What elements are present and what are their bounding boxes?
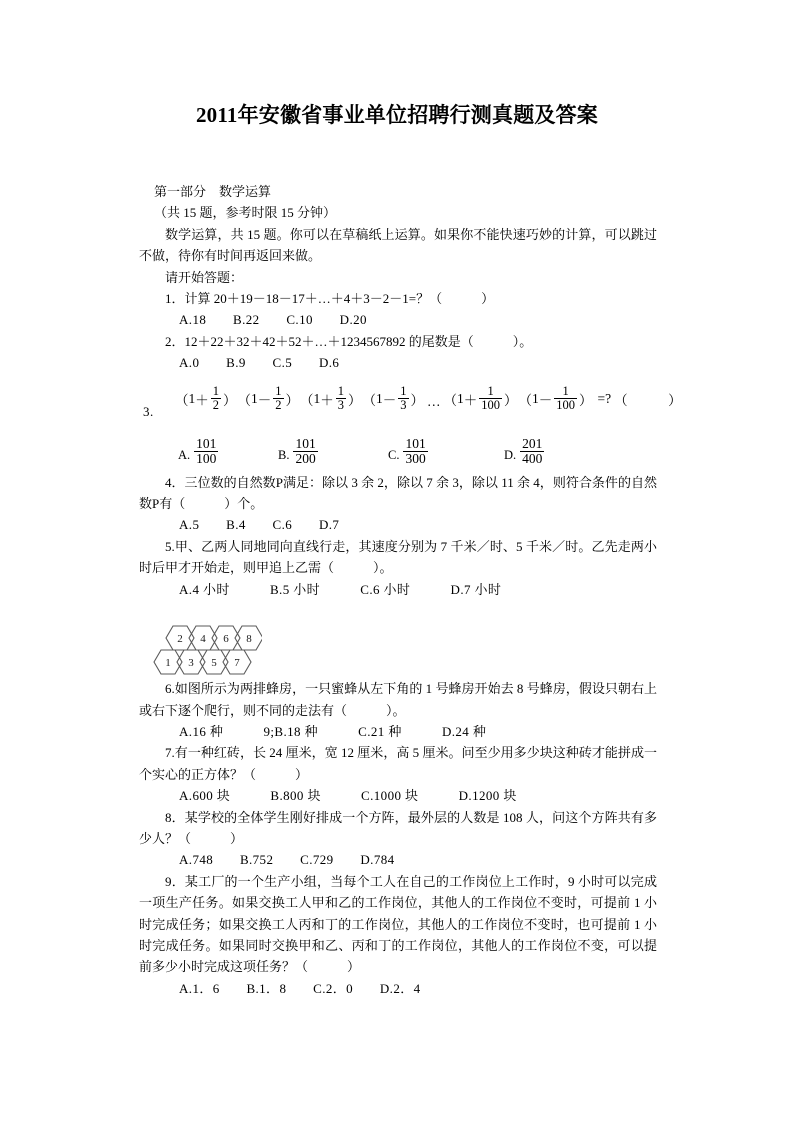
start-prompt: 请开始答题： xyxy=(165,269,244,285)
fraction-numerator: 1 xyxy=(275,383,282,398)
question-9-options: A.1．6 B.1．8 C.2．0 D.2．4 xyxy=(179,980,421,996)
formula-close-paren: ） xyxy=(223,393,237,408)
fraction-denominator: 3 xyxy=(400,397,407,412)
formula-sign-5: ＋ xyxy=(463,393,478,408)
fraction-numerator: 201 xyxy=(522,436,543,451)
fraction-numerator: 1 xyxy=(400,383,407,398)
question-5-text: 甲、乙两人同地同向直线行走，其速度分别为 7 千米／时、5 千米／时。乙先走两小时后甲才开始走，则甲追上乙需（ ）。 xyxy=(139,538,657,576)
question-4-text: 三位数的自然数P满足：除以 3 余 2，除以 7 余 3，除以 11 余 4，则符合条件的自然数P有（ ）个。 xyxy=(139,474,657,512)
fraction xyxy=(479,385,502,412)
fraction-numerator: 101 xyxy=(196,436,217,451)
formula-close-paren: ） xyxy=(410,393,424,408)
question-2 xyxy=(139,331,657,352)
fraction-numerator: 1 xyxy=(212,383,219,398)
question-9-number: 9． xyxy=(165,873,185,889)
formula-sign-6: － xyxy=(538,393,553,408)
question-6-text: 如图所示为两排蜂房，一只蜜蜂从左下角的 1 号蜂房开始去 8 号蜂房，假设只朝右上或右下逐个爬行，则不同的走法有（ ）。 xyxy=(139,681,657,718)
formula-one: 1 xyxy=(532,391,539,406)
fraction xyxy=(293,437,317,466)
option-b xyxy=(278,437,320,466)
fraction-numerator: 1 xyxy=(487,383,494,398)
page-title: 2011年安徽省事业单位招聘行测真题及答案 xyxy=(195,103,599,127)
question-8 xyxy=(139,807,657,850)
formula-open-paren: （ xyxy=(518,393,532,408)
formula-term-2 xyxy=(237,383,300,413)
formula-open-paren: （ xyxy=(300,393,314,408)
option-a xyxy=(178,437,220,466)
question-1-text: 计算 20＋19－18－17＋…＋4＋3－2－1=？（ ） xyxy=(184,291,495,307)
question-9-text: 某工厂的一个生产小组，当每个工人在自己的工作岗位上工作时，9 小时可以完成一项生产任务。如果交换工人甲和乙的工作岗位，其他人的工作岗位不变时，可提前 1 小时完成任务；如果交换工人丙和丁的工作岗位，其他人的工作岗位不变时，也可提前 1 小时完成任务。如果同时交换甲和乙、丙和丁的工作岗位，其他人的工作岗位不变，可以提前多少小时完成这项任务？（ ） xyxy=(139,873,657,975)
formula-open-paren: （ xyxy=(443,393,457,408)
question-5-number: 5. xyxy=(165,538,175,554)
section-heading: 第一部分 数学运算 xyxy=(154,184,272,199)
question-6-options: A.16 种 9;B.18 种 C.21 种 D.24 种 xyxy=(179,723,487,739)
question-3-number: 3. xyxy=(143,404,154,419)
formula-sign-3: ＋ xyxy=(320,393,334,408)
question-8-text: 某学校的全体学生刚好排成一个方阵，最外层的人数是 108 人，问这个方阵共有多少人？（ ） xyxy=(139,809,657,846)
fraction-numerator: 101 xyxy=(405,436,426,451)
formula-term-1 xyxy=(175,383,237,413)
question-9 xyxy=(139,871,657,978)
question-4-number: 4． xyxy=(165,474,185,490)
fraction-denominator: 400 xyxy=(522,450,543,466)
question-7 xyxy=(139,742,657,785)
formula-close-paren: ） xyxy=(285,393,299,408)
section-subheading: （共 15 题，参考时限 15 分钟） xyxy=(154,205,337,221)
fraction-denominator: 2 xyxy=(275,397,282,412)
question-2-options: A.0 B.9 C.5 D.6 xyxy=(179,355,340,371)
fraction xyxy=(398,385,408,412)
option-c xyxy=(388,437,430,466)
question-3-formula xyxy=(175,377,682,421)
fraction-denominator: 100 xyxy=(196,450,217,466)
fraction xyxy=(520,437,544,466)
formula-term-3 xyxy=(300,383,362,413)
question-7-text: 有一种红砖，长 24 厘米，宽 12 厘米，高 5 厘米。问至少用多少块这种砖才能拼成一个实心的正方体？（ ） xyxy=(139,745,657,782)
fraction-denominator: 2 xyxy=(212,397,219,412)
section-instructions: 数学运算，共 15 题。你可以在草稿纸上运算。如果你不能快速巧妙的计算，可以跳过不做，待你有时间再返回来做。 xyxy=(139,226,657,264)
formula-sign-2: － xyxy=(257,393,272,408)
fraction-numerator: 1 xyxy=(337,383,344,398)
fraction xyxy=(194,437,218,466)
question-1-options: A.18 B.22 C.10 D.20 xyxy=(179,312,367,328)
hex-label-2: 2 xyxy=(177,633,183,645)
question-1-number: 1． xyxy=(165,291,185,307)
formula-sign-4: － xyxy=(382,393,397,408)
question-5-options: A.4 小时 B.5 小时 C.6 小时 D.7 小时 xyxy=(179,581,502,597)
formula-open-paren: （ xyxy=(362,393,376,408)
hex-label-4: 4 xyxy=(200,633,206,645)
hex-label-1: 1 xyxy=(165,657,171,669)
formula-one: 1 xyxy=(376,391,383,406)
formula-one: 1 xyxy=(251,391,258,406)
fraction xyxy=(336,385,346,412)
fraction-denominator: 100 xyxy=(481,397,500,412)
hex-label-6: 6 xyxy=(223,633,229,645)
honeycomb-diagram xyxy=(152,622,262,697)
question-4-options: A.5 B.4 C.6 D.7 xyxy=(179,517,340,533)
fraction-numerator: 1 xyxy=(562,383,569,398)
formula-open-paren: （ xyxy=(237,393,251,408)
question-3-formula-row xyxy=(139,377,682,425)
option-d xyxy=(504,437,546,466)
fraction xyxy=(211,385,221,412)
option-c-label: C. xyxy=(388,447,400,462)
formula-one: 1 xyxy=(313,391,321,406)
fraction-denominator: 100 xyxy=(556,397,575,412)
question-2-text: 12＋22＋32＋42＋52＋…＋1234567892 的尾数是（ ）。 xyxy=(184,333,533,349)
fraction-numerator: 101 xyxy=(295,436,316,451)
formula-sign-1: ＋ xyxy=(195,393,209,408)
fraction xyxy=(273,385,283,412)
fraction xyxy=(554,385,577,412)
question-1 xyxy=(139,288,657,309)
fraction-denominator: 200 xyxy=(295,450,316,466)
hex-label-8: 8 xyxy=(246,633,252,645)
honeycomb-svg xyxy=(152,622,262,697)
formula-ellipsis: … xyxy=(427,394,442,409)
hex-label-5: 5 xyxy=(211,657,217,669)
formula-one: 1 xyxy=(457,391,464,406)
option-a-label: A. xyxy=(178,447,191,462)
fraction xyxy=(403,437,427,466)
question-6-number: 6. xyxy=(165,681,175,697)
option-d-label: D. xyxy=(504,447,517,462)
question-5 xyxy=(139,536,657,579)
fraction-denominator: 3 xyxy=(337,397,344,412)
formula-term-4 xyxy=(362,383,425,413)
formula-one: 1 xyxy=(188,391,196,406)
question-7-number: 7. xyxy=(165,745,175,761)
formula-close-paren: ） xyxy=(504,393,518,408)
formula-close-paren: ） xyxy=(348,393,362,408)
formula-result: =? xyxy=(597,391,612,406)
formula-term-5 xyxy=(443,383,518,413)
fraction-denominator: 300 xyxy=(405,450,426,466)
hex-label-3: 3 xyxy=(188,657,194,669)
question-8-number: 8． xyxy=(165,809,185,825)
document-body xyxy=(139,181,657,999)
formula-answer-blank: （ ） xyxy=(614,393,682,408)
formula-close-paren: ） xyxy=(579,393,593,408)
hex-label-7: 7 xyxy=(234,657,240,669)
formula-open-paren: （ xyxy=(175,393,189,408)
formula-term-6 xyxy=(518,383,593,413)
question-3-options xyxy=(139,437,659,483)
question-8-options: A.748 B.752 C.729 D.784 xyxy=(179,852,395,868)
question-7-options: A.600 块 B.800 块 C.1000 块 D.1200 块 xyxy=(179,788,517,804)
option-b-label: B. xyxy=(278,447,290,462)
question-2-number: 2． xyxy=(165,333,185,349)
